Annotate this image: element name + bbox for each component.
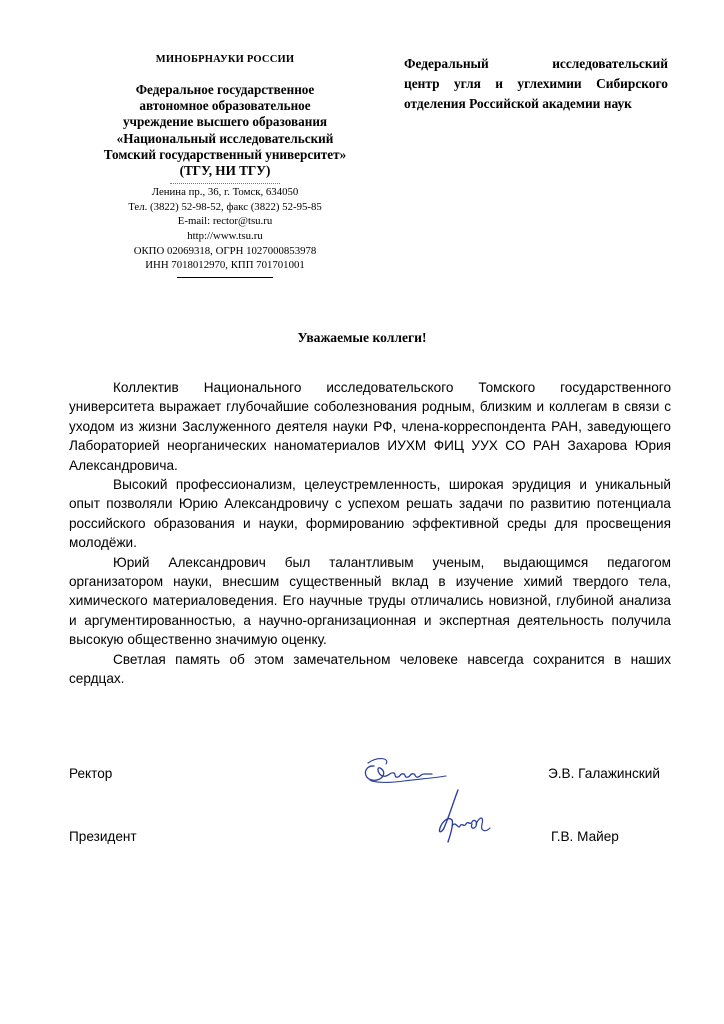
- body-paragraph: Высокий профессионализм, целеустремленность, широкая эрудиция и уникальный опыт позволяли Юрию Александровичу с успехом решать задачи по развитию потенциала российского образования и науки, формированию эффективной среды для просвещения молодёжи.: [69, 477, 671, 551]
- recipient-word: Сибирского: [596, 76, 668, 91]
- phone-line: Тел. (3822) 52-98-52, факс (3822) 52-95-85: [128, 200, 322, 213]
- recipient-word: угля: [453, 76, 481, 91]
- body-paragraph: Коллектив Национального исследовательского Томского государственного университета выражает глубочайшие соболезнования родным, близким и коллегам в связи с уходом из жизни Заслуженного деятеля науки РФ, члена-корреспондента РАН, заведующего Лабораторией неорганических наноматериалов ИУХМ ФИЦ УУХ СО РАН Захарова Юрия Александровича.: [69, 380, 671, 473]
- letter-body: [69, 378, 671, 689]
- email-line: E-mail: rector@tsu.ru: [177, 215, 273, 228]
- salutation: Уважаемые коллеги!: [297, 330, 427, 345]
- institution-line: Федеральное государственное: [135, 82, 315, 97]
- rector-title: Ректор: [69, 766, 113, 781]
- institution-abbreviation: (ТГУ, НИ ТГУ): [179, 163, 271, 179]
- letterhead: [84, 52, 366, 278]
- recipient-line: [404, 54, 668, 74]
- president-title: Президент: [69, 829, 137, 844]
- president-signature-image: [428, 786, 498, 848]
- address-line: Ленина пр., 36, г. Томск, 634050: [151, 186, 299, 199]
- institution-line: учреждение высшего образования: [122, 114, 328, 130]
- letterhead-divider: [177, 277, 273, 278]
- contact-block: [84, 185, 366, 273]
- institution-name: [84, 82, 366, 179]
- president-name: Г.В. Майер: [551, 829, 619, 844]
- recipient-word: исследовательский: [552, 56, 668, 71]
- recipient-word: и: [495, 76, 503, 91]
- institution-line: автономное образовательное: [139, 98, 311, 114]
- tax-codes-line: ИНН 7018012970, КПП 701701001: [145, 259, 305, 272]
- recipient-block: [404, 54, 668, 114]
- recipient-word: углехимии: [517, 76, 582, 91]
- website-line: http://www.tsu.ru: [187, 230, 263, 242]
- recipient-line: [404, 94, 668, 114]
- ministry-name: МИНОБРНАУКИ РОССИИ: [155, 54, 295, 65]
- institution-line: «Национальный исследовательский: [116, 130, 334, 146]
- recipient-word: отделения Российской академии наук: [404, 96, 632, 111]
- recipient-line: [404, 74, 668, 94]
- body-paragraph: Юрий Александрович был талантливым ученым, выдающимся педагогом организатором науки, внесшим существенный вклад в изучение химий твердого тела, химического материаловедения. Его научные труды отличались новизной, глубиной анализа и аргументированностью, а научно-организационная и экспертная деятельность получила высокую общественно значимую оценку.: [69, 554, 671, 648]
- recipient-word: центр: [404, 76, 440, 91]
- institution-line: Томский государственный университет»: [103, 146, 347, 162]
- body-paragraph: Светлая память об этом замечательном человеке навсегда сохранится в наших сердцах.: [69, 651, 671, 687]
- registry-codes-line: ОКПО 02069318, ОГРН 1027000853978: [133, 244, 317, 257]
- recipient-word: Федеральный: [404, 56, 489, 71]
- rector-name: Э.В. Галажинский: [548, 766, 660, 781]
- dotted-divider: [170, 183, 280, 184]
